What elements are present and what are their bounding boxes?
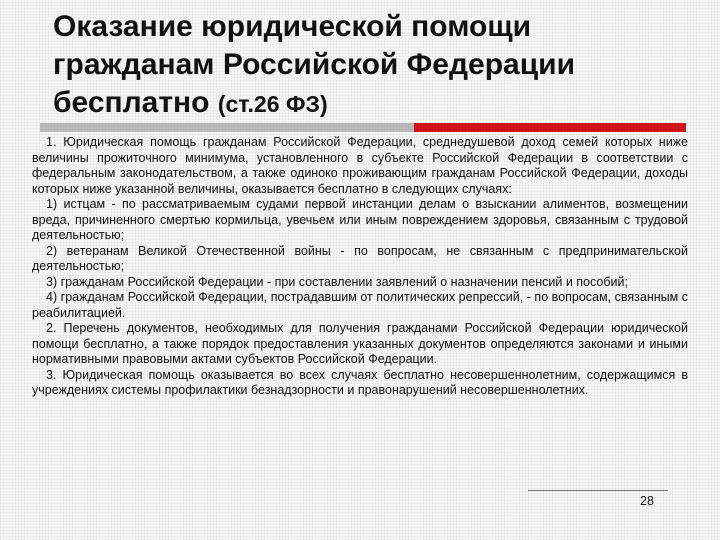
paragraph-item-3: 3) гражданам Российской Федерации - при составлении заявлений о назначении пенсий и пособий;	[46, 274, 628, 289]
title-line-1: Оказание юридической помощи	[53, 10, 532, 43]
title-line-3-text: бесплатно	[53, 86, 218, 119]
paragraph-item-4: 4) гражданам Российской Федерации, пострадавшим от политических репрессий, - по вопросам, связанным с реабилитацией.	[32, 290, 688, 320]
slide-body	[32, 135, 688, 399]
title-divider-gray	[40, 123, 414, 132]
slide-title	[53, 8, 673, 123]
paragraph-2: 2. Перечень документов, необходимых для получения гражданами Российской Федерации юридической помощи бесплатно, а также порядок предоставления указанных документов определяются законами и иными нормативными правовыми актами субъектов Российской Федерации.	[32, 321, 688, 366]
title-law-reference: (ст.26 ФЗ)	[217, 91, 328, 117]
paragraph-item-2: 2) ветеранам Великой Отечественной войны - по вопросам, не связанным с предпринимательской деятельностью;	[32, 243, 688, 273]
footer-divider	[528, 490, 668, 491]
title-divider-red	[414, 123, 686, 132]
paragraph-item-1: 1) истцам - по рассматриваемым судами первой инстанции делам о взыскании алиментов, возмещении вреда, причиненного смертью кормильца, увечьем или иным повреждением здоровья, связанным с трудовой деятельностью;	[32, 197, 688, 242]
title-line-3	[53, 84, 673, 123]
paragraph-3: 3. Юридическая помощь оказывается во всех случаях бесплатно несовершеннолетним, содержащимся в учреждениях системы профилактики безнадзорности и правонарушений несовершеннолетних.	[32, 367, 688, 397]
page-number: 28	[640, 494, 654, 508]
title-line-2: гражданам Российской Федерации	[53, 48, 576, 81]
paragraph-1: 1. Юридическая помощь гражданам Российской Федерации, среднедушевой доход семей которых ниже величины прожиточного минимума, установленного в субъекте Российской Федерации в соответствии с федеральным законодательством, а также одиноко проживающим гражданам Российской Федерации, доходы которых ниже указанной величины, оказывается бесплатно в следующих случаях:	[32, 135, 688, 196]
